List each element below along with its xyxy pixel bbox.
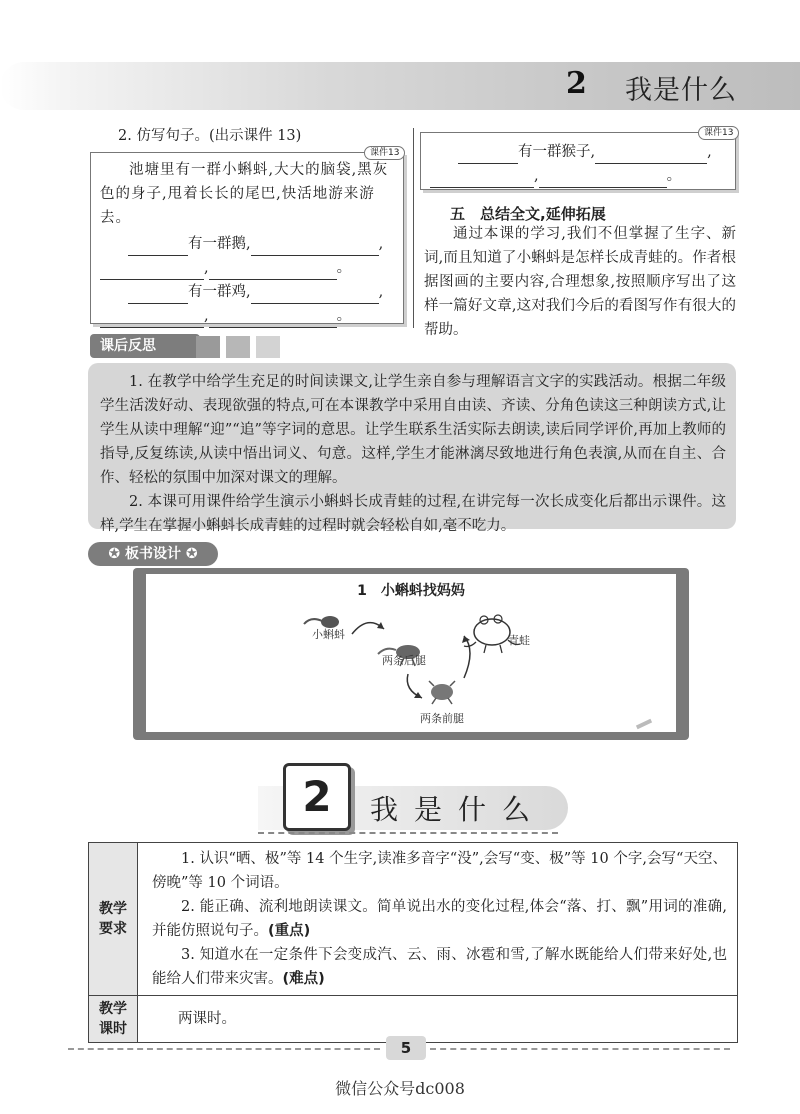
hours-label bbox=[89, 996, 138, 1043]
section-five-body: 通过本课的学习,我们不但掌握了生字、新词,而且知道了小蝌蚪是怎样长成青蛙的。作者根据图画的主要内容,合理想象,按照顺序写出了这样一篇好文章,这对我们今后的看图写作有很大的帮助。 bbox=[424, 226, 736, 338]
imitation-heading: 2. 仿写句子。(出示课件 13) bbox=[118, 128, 302, 144]
board-design-label bbox=[88, 542, 218, 566]
lesson-number: 2 bbox=[302, 772, 332, 821]
footer-dash-right bbox=[430, 1048, 730, 1050]
lesson-dash-line bbox=[258, 832, 558, 834]
label-hind-legs: 两条后腿 bbox=[382, 654, 426, 667]
period: 。 bbox=[666, 168, 682, 184]
blank[interactable] bbox=[458, 147, 518, 164]
objective-2 bbox=[152, 895, 727, 943]
blank[interactable] bbox=[209, 311, 337, 328]
board-title: 1 小蝌蚪找妈妈 bbox=[357, 583, 465, 599]
arrowhead-1 bbox=[377, 622, 384, 629]
section-five-title: 五 总结全文,延伸拓展 bbox=[450, 205, 606, 223]
table-row bbox=[89, 843, 738, 996]
tadpole-front-legs-drawing bbox=[429, 681, 455, 704]
page-number: 5 bbox=[386, 1036, 426, 1060]
blank[interactable] bbox=[595, 147, 707, 164]
footer-watermark: 微信公众号dc008 bbox=[335, 1079, 465, 1098]
star-icon: ✪ bbox=[185, 546, 198, 562]
label-line: 教学 bbox=[99, 901, 127, 917]
deco-square bbox=[226, 336, 250, 358]
left-sentence: 池塘里有一群小蝌蚪,大大的脑袋,黑灰色的身子,甩着长长的尾巴,快活地游来游去。 bbox=[100, 162, 389, 226]
comma: , bbox=[378, 236, 384, 252]
left-blank-line-2 bbox=[100, 256, 400, 280]
objectives-table bbox=[88, 842, 738, 1043]
reflection-label: 课后反思 bbox=[90, 334, 200, 358]
objectives-label bbox=[89, 843, 138, 996]
star-icon: ✪ bbox=[108, 546, 121, 562]
column-divider bbox=[413, 128, 414, 328]
period: 。 bbox=[336, 260, 352, 276]
objectives-content bbox=[138, 843, 738, 996]
arrow-3 bbox=[464, 636, 470, 678]
hours-value: 两课时。 bbox=[138, 996, 738, 1043]
comma: , bbox=[707, 144, 712, 160]
blank[interactable] bbox=[128, 287, 188, 304]
blank[interactable] bbox=[251, 239, 379, 256]
label-line: 课时 bbox=[99, 1021, 127, 1037]
left-line2-text: 有一群鸡, bbox=[188, 284, 251, 300]
blank[interactable] bbox=[209, 263, 337, 280]
arrow-2 bbox=[407, 674, 422, 698]
comma: , bbox=[378, 284, 384, 300]
right-blank-line-2 bbox=[430, 164, 730, 188]
deco-square bbox=[196, 336, 220, 358]
objective-1: 1. 认识“晒、极”等 14 个生字,读准多音字“没”,会写“变、极”等 10 个字,会写“天空、傍晚”等 10 个词语。 bbox=[152, 851, 727, 891]
comma: , bbox=[534, 168, 539, 184]
lesson-title: 我是什么 bbox=[370, 793, 547, 826]
blank[interactable] bbox=[128, 239, 188, 256]
header-lesson-title: 我是什么 bbox=[625, 75, 737, 106]
left-blank-line-4 bbox=[100, 304, 400, 328]
left-blank-line-1 bbox=[100, 232, 400, 256]
board-design-text: 板书设计 bbox=[125, 546, 181, 562]
objective-2-text: 2. 能正确、流利地朗读课文。简单说出水的变化过程,体会“落、打、飘”用词的准确,并能仿照说句子。 bbox=[152, 899, 727, 939]
right-blank-line-1 bbox=[430, 140, 730, 164]
reflection-text bbox=[100, 370, 726, 538]
label-line: 要求 bbox=[99, 921, 127, 937]
period: 。 bbox=[336, 308, 352, 324]
comma: , bbox=[204, 308, 209, 324]
label-front-legs: 两条前腿 bbox=[420, 712, 464, 725]
label-line: 教学 bbox=[99, 1001, 127, 1017]
header-lesson-number: 2 bbox=[566, 66, 587, 101]
slide-tag-right: 课件13 bbox=[698, 126, 739, 140]
reflection-para-1: 1. 在教学中给学生充足的时间读课文,让学生亲自参与理解语言文字的实践活动。根据二年级学生活泼好动、表现欲强的特点,可在本课教学中采用自由读、齐读、分角色读这三种朗读方式,让学生从读中理解“迎”“追”等字词的意思。让学生联系生活实际去朗读,读后同学评价,再加上教师的指导,反复练读,从读中悟出词义、句意。这样,学生才能淋漓尽致地进行角色表演,从而在自主、合作、轻松的氛围中加深对课文的理解。 bbox=[100, 374, 726, 486]
label-tadpole: 小蝌蚪 bbox=[312, 628, 345, 641]
blank[interactable] bbox=[539, 171, 667, 188]
comma: , bbox=[204, 260, 209, 276]
right-line1-text: 有一群猴子, bbox=[518, 144, 596, 160]
label-frog: 青蛙 bbox=[508, 634, 530, 647]
left-blank-line-3 bbox=[100, 280, 400, 304]
slide-tag-left: 课件13 bbox=[364, 146, 405, 160]
left-line1-text: 有一群鹅, bbox=[188, 236, 251, 252]
deco-square bbox=[256, 336, 280, 358]
difficulty-mark: (难点) bbox=[282, 971, 325, 987]
blank[interactable] bbox=[100, 311, 204, 328]
key-point-mark: (重点) bbox=[268, 923, 311, 939]
chalk bbox=[636, 719, 652, 729]
blank[interactable] bbox=[251, 287, 379, 304]
blank[interactable] bbox=[430, 171, 534, 188]
objective-3-text: 3. 知道水在一定条件下会变成汽、云、雨、冰雹和雪,了解水既能给人们带来好处,也能给人们带来灾害。 bbox=[152, 947, 727, 987]
reflection-para-2: 2. 本课可用课件给学生演示小蝌蚪长成青蛙的过程,在讲完每一次长成变化后都出示课件。这样,学生在掌握小蝌蚪长成青蛙的过程时就会轻松自如,毫不吃力。 bbox=[100, 494, 726, 534]
blank[interactable] bbox=[100, 263, 204, 280]
arrowhead-3 bbox=[462, 636, 470, 643]
objective-3 bbox=[152, 943, 727, 991]
footer-dash-left bbox=[68, 1048, 380, 1050]
